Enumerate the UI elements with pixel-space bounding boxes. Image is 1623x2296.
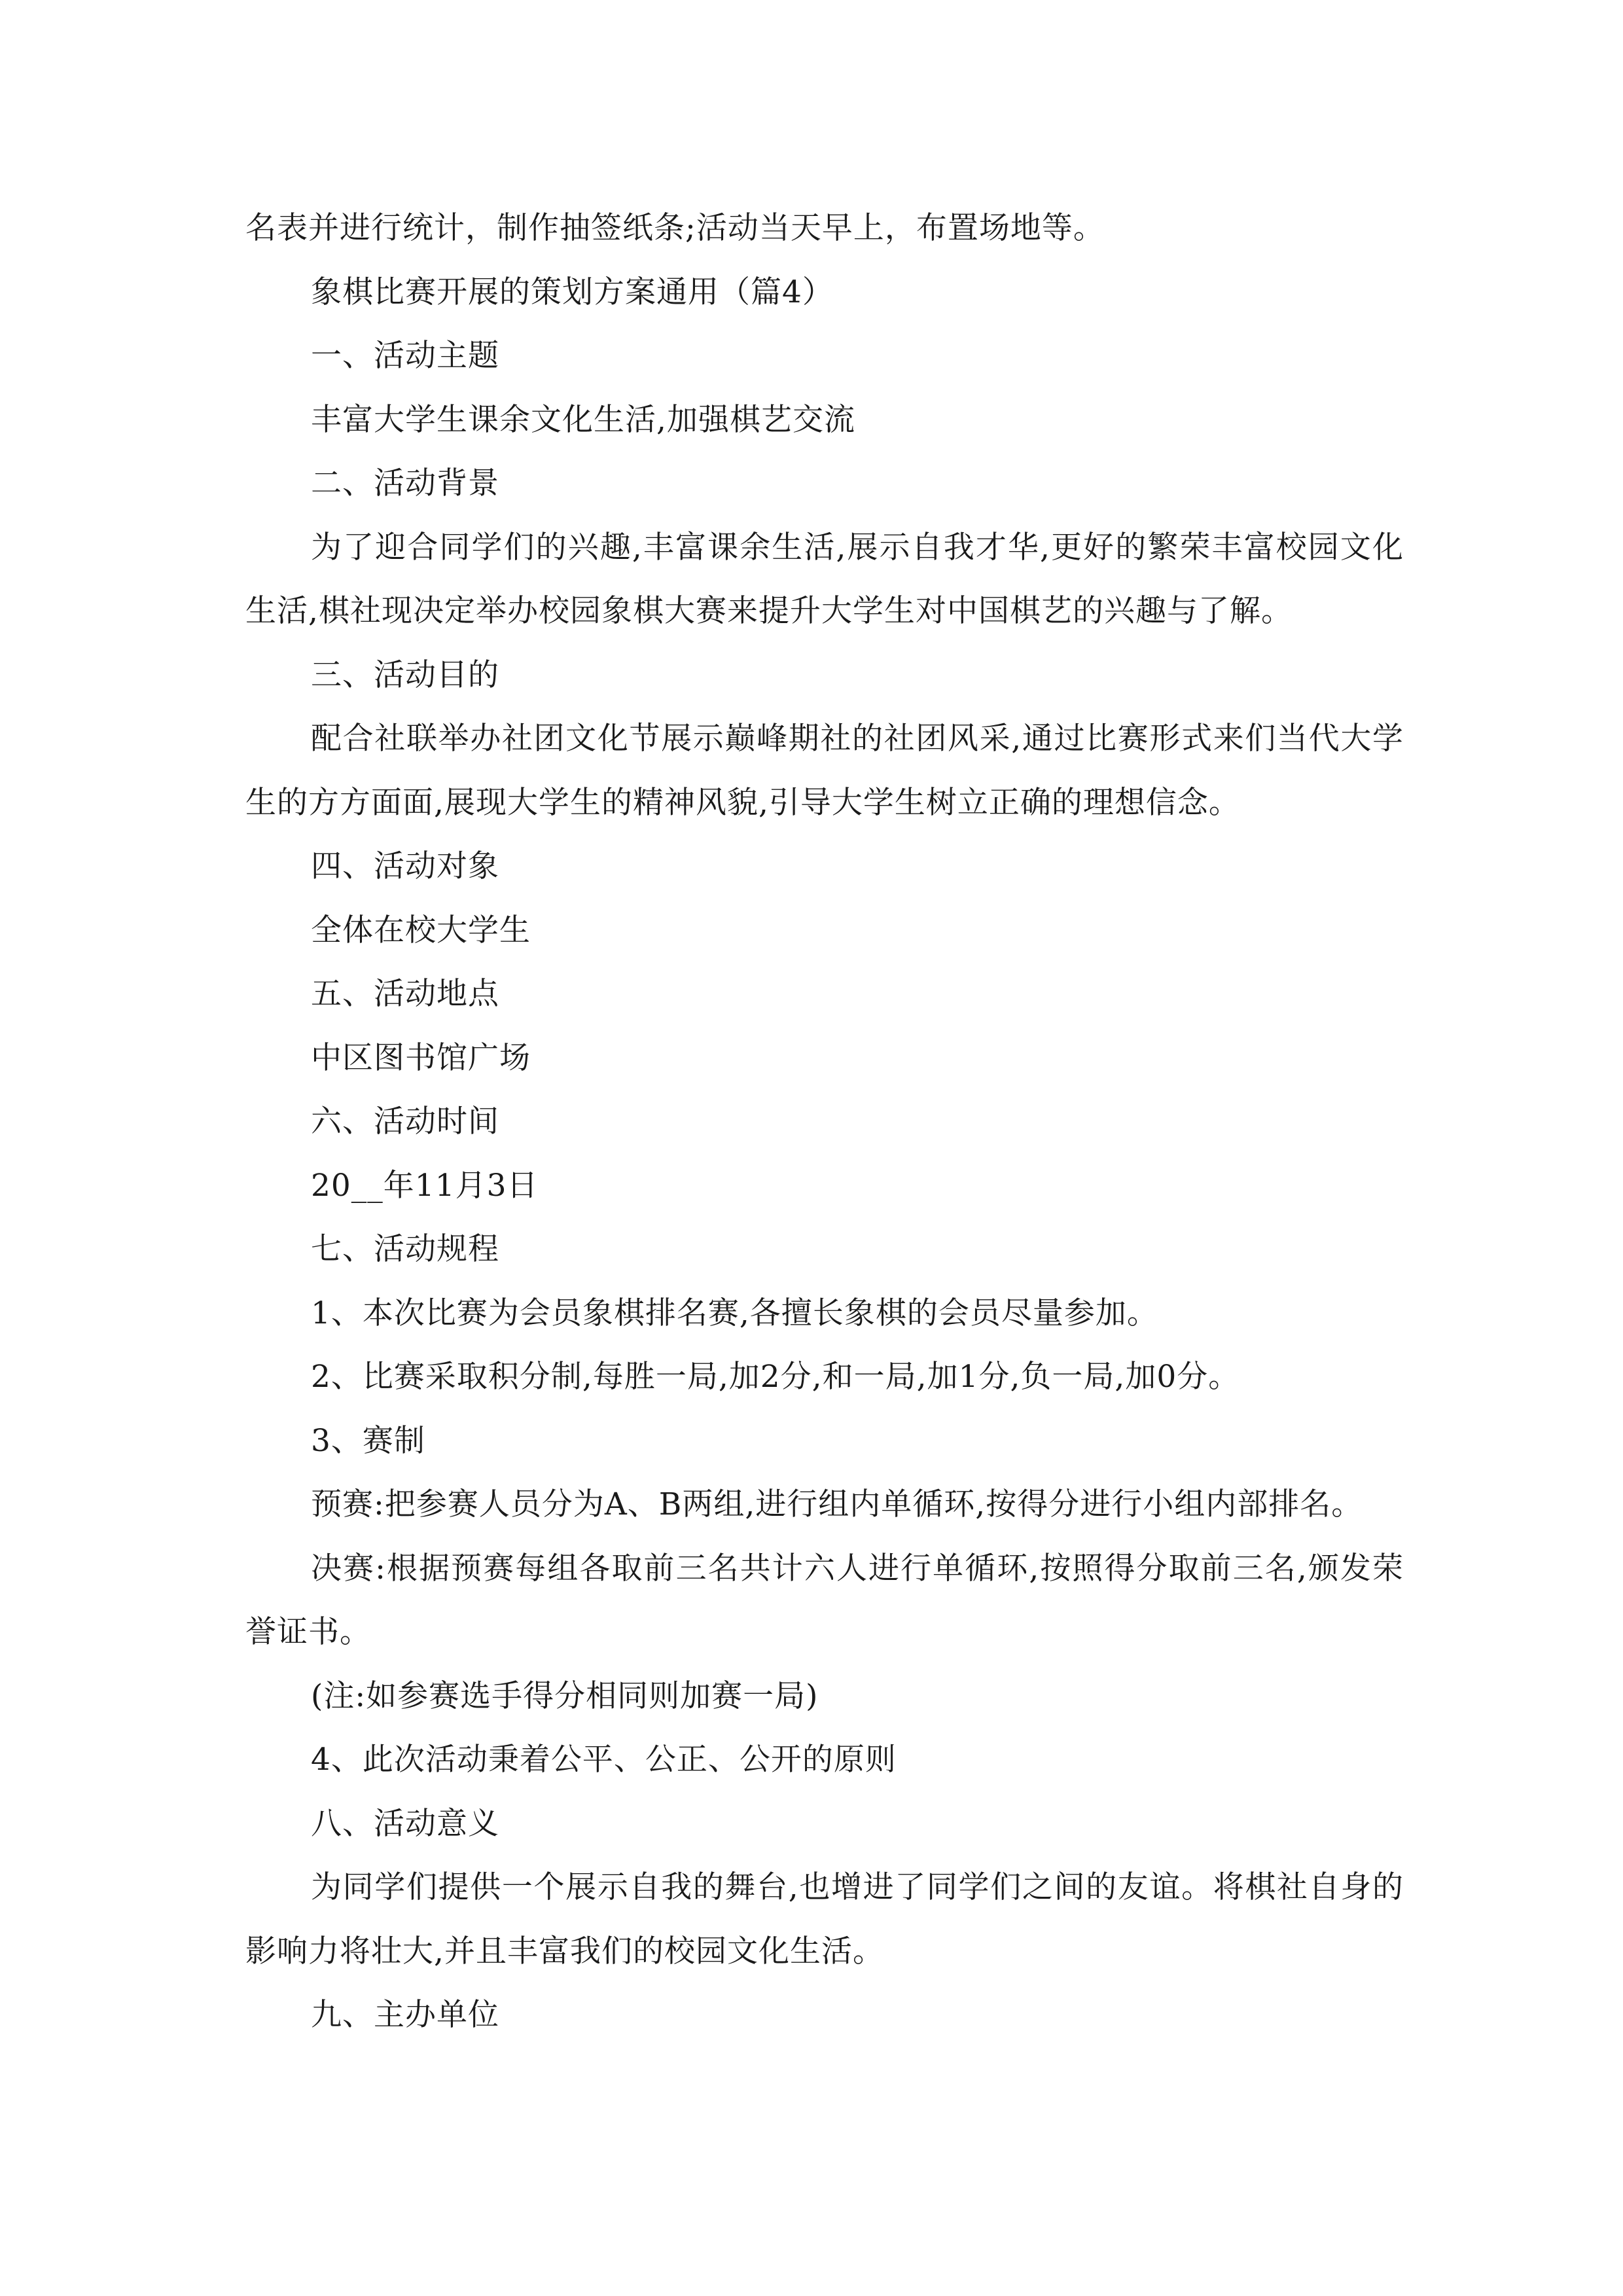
- heading-audience: 四、活动对象: [311, 848, 499, 884]
- paragraph-purpose: 配合社联举办社团文化节展示巅峰期社的社团风采,通过比赛形式来们当代大学生的方方面面,展现大学生的精神风貌,引导大学生树立正确的理想信念。: [245, 721, 1404, 821]
- heading-theme: 一、活动主题: [311, 338, 499, 374]
- heading-organizer: 九、主办单位: [311, 1997, 499, 2033]
- heading-rules: 七、活动规程: [311, 1231, 499, 1267]
- heading-background: 二、活动背景: [311, 465, 499, 501]
- text-line: 20__年11月3日: [311, 1167, 539, 1204]
- rule-item: 2、比赛采取积分制,每胜一局,加2分,和一局,加1分,负一局,加0分。: [311, 1359, 1240, 1395]
- rule-item: 4、此次活动秉着公平、公正、公开的原则: [311, 1742, 897, 1778]
- text-line: 名表并进行统计，制作抽签纸条;活动当天早上，布置场地等。: [245, 210, 1105, 246]
- paragraph-background: 为了迎合同学们的兴趣,丰富课余生活,展示自我才华,更好的繁荣丰富校园文化生活,棋社现决定举办校园象棋大赛来提升大学生对中国棋艺的兴趣与了解。: [245, 529, 1404, 629]
- rule-item: 1、本次比赛为会员象棋排名赛,各擅长象棋的会员尽量参加。: [311, 1295, 1158, 1331]
- paragraph-final: 决赛:根据预赛每组各取前三名共计六人进行单循环,按照得分取前三名,颁发荣誉证书。: [245, 1550, 1404, 1650]
- section-title: 象棋比赛开展的策划方案通用（篇4）: [311, 274, 834, 310]
- text-line: 丰富大学生课余文化生活,加强棋艺交流: [311, 401, 855, 438]
- rule-item: 3、赛制: [311, 1422, 425, 1459]
- note-line: (注:如参赛选手得分相同则加赛一局): [311, 1677, 819, 1714]
- text-line: 全体在校大学生: [311, 912, 531, 948]
- heading-time: 六、活动时间: [311, 1103, 499, 1139]
- document-body: [245, 196, 1404, 2047]
- heading-location: 五、活动地点: [311, 976, 499, 1012]
- rule-item: 预赛:把参赛人员分为A、B两组,进行组内单循环,按得分进行小组内部排名。: [311, 1486, 1363, 1522]
- paragraph-meaning: 为同学们提供一个展示自我的舞台,也增进了同学们之间的友谊。将棋社自身的影响力将壮大,并且丰富我们的校园文化生活。: [245, 1869, 1404, 1969]
- text-line: 中区图书馆广场: [311, 1039, 531, 1076]
- heading-purpose: 三、活动目的: [311, 656, 499, 693]
- heading-meaning: 八、活动意义: [311, 1805, 499, 1842]
